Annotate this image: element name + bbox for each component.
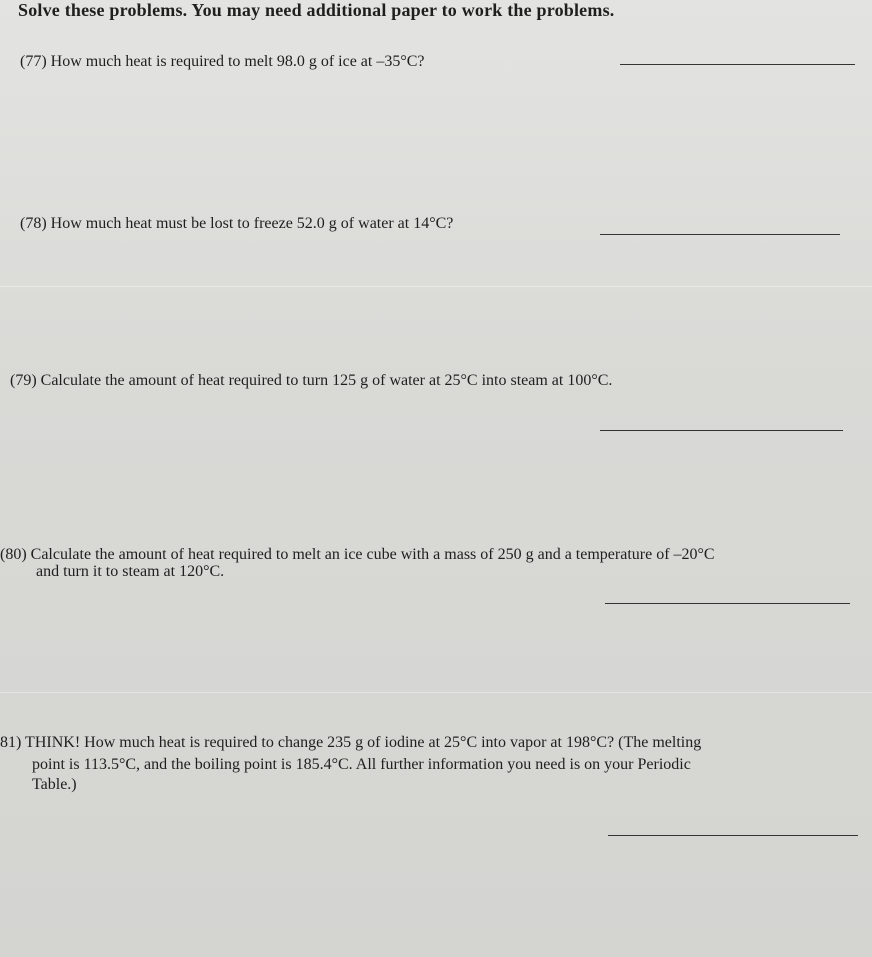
question-80: [0, 546, 715, 564]
question-number: 81): [0, 734, 22, 751]
worksheet-heading: Solve these problems. You may need additional paper to work the problems.: [18, 0, 615, 20]
question-81-line-2: point is 113.5°C, and the boiling point is 185.4°C. All further information you need is on your Periodic: [32, 756, 691, 773]
question-79: [10, 372, 612, 390]
question-text: Calculate the amount of heat required to turn 125 g of water at 25°C into steam at 100°C.: [40, 372, 613, 389]
answer-blank-80[interactable]: [605, 603, 850, 604]
question-81: [0, 734, 701, 752]
question-text-line-1: THINK! How much heat is required to change 235 g of iodine at 25°C into vapor at 198°C? (The melting: [25, 734, 702, 751]
question-77: [20, 53, 425, 71]
question-text: How much heat is required to melt 98.0 g of ice at –35°C?: [50, 53, 425, 70]
question-text: How much heat must be lost to freeze 52.0 g of water at 14°C?: [50, 215, 454, 232]
question-80-line-2: and turn it to steam at 120°C.: [36, 563, 225, 580]
question-number: (77): [20, 53, 47, 70]
question-number: (80): [0, 546, 27, 563]
paper-crease: [0, 286, 872, 287]
question-number: (79): [10, 372, 37, 389]
paper-crease: [0, 692, 872, 693]
question-text-line-1: Calculate the amount of heat required to melt an ice cube with a mass of 250 g and a temperature of –20°C: [30, 546, 715, 563]
question-81-line-3: Table.): [32, 776, 77, 793]
answer-blank-78[interactable]: [600, 234, 840, 235]
question-78: [20, 215, 453, 233]
answer-blank-77[interactable]: [620, 64, 855, 65]
answer-blank-79[interactable]: [600, 430, 843, 431]
question-number: (78): [20, 215, 47, 232]
answer-blank-81[interactable]: [608, 835, 858, 836]
